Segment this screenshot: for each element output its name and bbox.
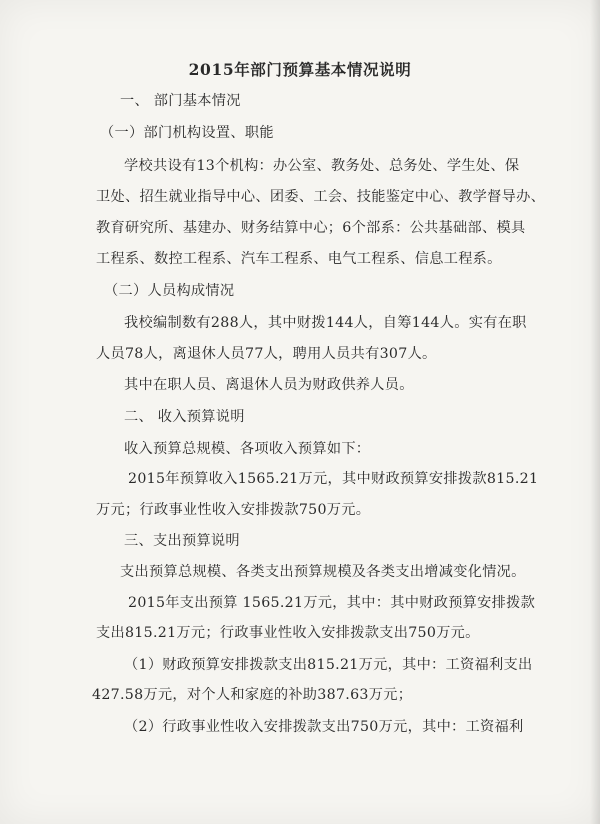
paragraph-line: 2015年预算收入1565.21万元，其中财政预算安排拨款815.21 xyxy=(128,471,539,487)
paragraph-line: 工程系、数控工程系、汽车工程系、电气工程系、信息工程系。 xyxy=(96,251,502,267)
paragraph-line: 2015年支出预算 1565.21万元，其中：其中财政预算安排拨款 xyxy=(128,595,536,611)
paragraph-line: 支出815.21万元；行政事业性收入安排拨款支出750万元。 xyxy=(96,625,480,641)
paragraph-line: （1）财政预算安排拨款支出815.21万元，其中：工资福利支出 xyxy=(124,657,533,673)
subsection-heading-2: （二）人员构成情况 xyxy=(104,283,235,299)
paragraph-line: 万元；行政事业性收入安排拨款750万元。 xyxy=(96,502,371,518)
section-heading-2: 二、 收入预算说明 xyxy=(124,409,245,425)
paragraph-line: 我校编制数有288人，其中财拨144人，自筹144人。实有在职 xyxy=(124,315,527,331)
page-edge-shadow xyxy=(590,0,600,824)
document-title: 2015年部门预算基本情况说明 xyxy=(188,60,412,79)
paragraph-line: 学校共设有13个机构：办公室、教务处、总务处、学生处、保 xyxy=(124,158,520,174)
paragraph-line: （2）行政事业性收入安排拨款支出750万元，其中：工资福利 xyxy=(124,719,524,735)
paragraph-line: 支出预算总规模、各类支出预算规模及各类支出增减变化情况。 xyxy=(120,564,526,580)
paragraph-line: 教育研究所、基建办、财务结算中心；6个部系：公共基础部、模具 xyxy=(96,220,526,236)
subsection-heading-1: （一）部门机构设置、职能 xyxy=(100,125,274,141)
paragraph-line: 卫处、招生就业指导中心、团委、工会、技能鉴定中心、教学督导办、 xyxy=(96,189,546,205)
section-heading-1: 一、 部门基本情况 xyxy=(120,93,241,109)
paragraph-line: 收入预算总规模、各项收入预算如下： xyxy=(124,441,371,457)
paragraph-line: 其中在职人员、离退休人员为财政供养人员。 xyxy=(124,377,414,393)
paragraph-line: 人员78人，离退休人员77人，聘用人员共有307人。 xyxy=(96,346,437,362)
section-heading-3: 三、支出预算说明 xyxy=(124,533,240,549)
paragraph-line: 427.58万元，对个人和家庭的补助387.63万元； xyxy=(92,687,413,703)
